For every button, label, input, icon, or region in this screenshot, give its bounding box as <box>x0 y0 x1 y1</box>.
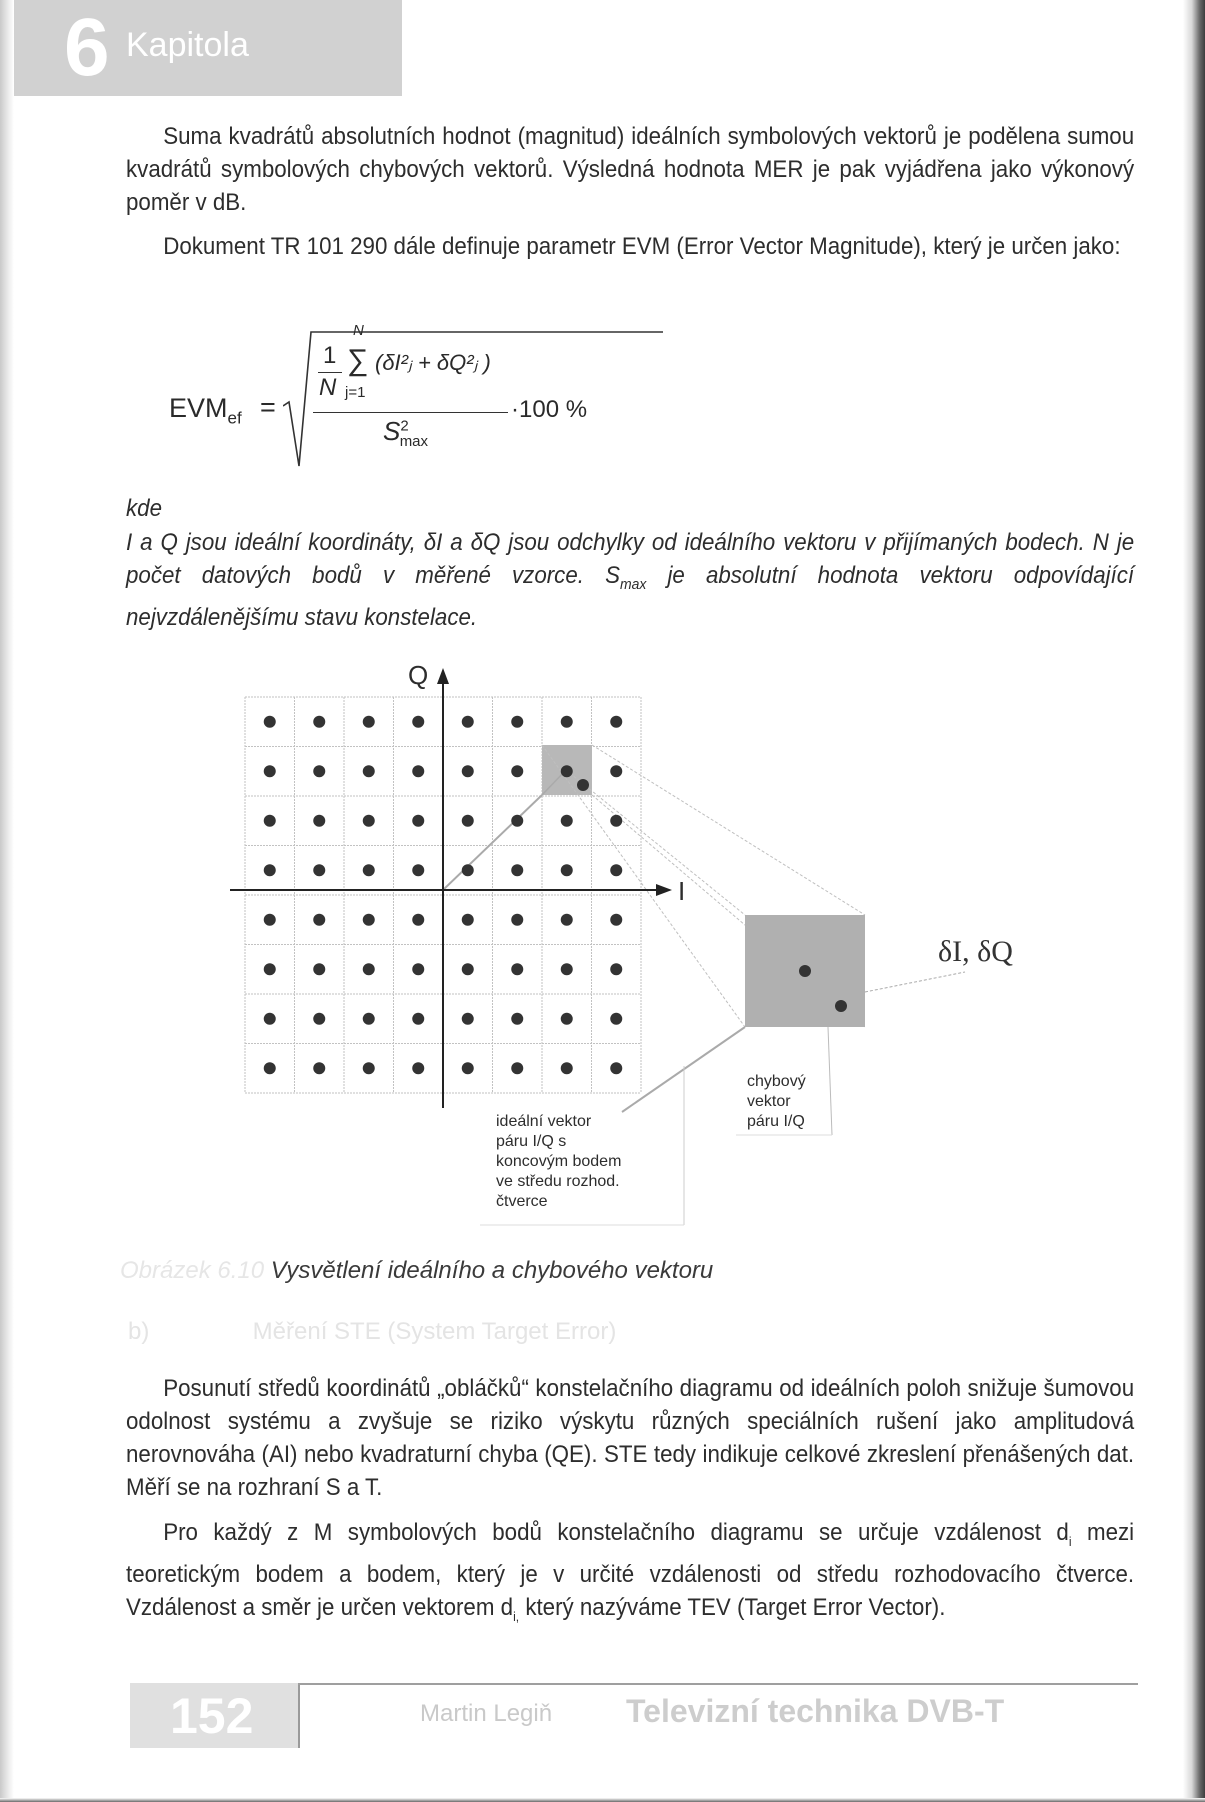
ideal-point-enlarged <box>799 965 811 977</box>
formula-equals: = <box>260 392 276 422</box>
kde-label: kde <box>126 495 162 522</box>
formula-main-fraction-bar <box>313 412 508 413</box>
constellation-points <box>264 716 623 1075</box>
figure-caption <box>120 1257 713 1285</box>
footer-rule <box>298 1683 1138 1685</box>
page-edge-left <box>0 0 14 1802</box>
chapter-number: 6 <box>64 2 110 93</box>
footer-author: Martin Legiň <box>420 1700 553 1727</box>
page-number: 152 <box>170 1688 254 1744</box>
callout-ideal-vector: ideální vektor páru I/Q s koncovým bodem ve středu rozhod. čtverce <box>496 1113 622 1210</box>
formula-lhs: $EVM_{ef}$ <box>169 393 242 428</box>
q-axis-label: Q <box>408 660 429 690</box>
section-title: Měření STE (System Target Error) <box>252 1318 617 1345</box>
callout-error-vector: chybový vektor páru I/Q <box>747 1073 806 1130</box>
error-point-enlarged <box>835 1000 847 1012</box>
footer-book-title: Televizní technika DVB-T <box>626 1693 1005 1729</box>
sigma-lower-limit: j=1 <box>345 384 366 401</box>
paragraph-ste: Posunutí středů koordinátů „obláčků“ konstelačního diagramu od ideálních poloh snižuje šumovou odolnost systému a zvyšuje se riziko výskytu různých speciálních rušení jako amplitudová nerovnováha (AI) nebo kvadraturní chyba (QE). STE tedy indikuje celkové zkreslení přenášených dat. Měří se na rozhraní S a T. <box>126 1375 1135 1501</box>
formula-small-fraction-bar <box>318 372 342 373</box>
formula-multiplier: ·100 % <box>511 396 588 423</box>
figure-number: Obrázek 6.10 <box>120 1257 265 1284</box>
chapter-banner <box>14 0 402 96</box>
footer-page-box <box>130 1683 300 1748</box>
formula-denominator: $S^2_{max}$ <box>383 416 429 451</box>
formula-numerator-one: 1 <box>323 342 337 369</box>
i-axis-label: I <box>678 876 686 906</box>
constellation-grid <box>245 697 641 1093</box>
paragraph-definitions: I a Q jsou ideální koordináty, δI a δQ jsou odchylky od ideálního vektoru v přijímaných bodech. N je počet datových bodů v měřené vzorce. $S_{max}$ je absolutní hodnota vektoru odpovídající nejvzdálenějšímu stavu konstelace. <box>126 529 1135 631</box>
delta-iq-label: δI, δQ <box>938 935 1013 968</box>
chapter-label: Kapitola <box>126 26 249 64</box>
paragraph-tev: Pro každý z M symbolových bodů konstelačního diagramu se určuje vzdálenost $d_i$ mezi teoretickým bodem a bodem, který je v určité vzdálenosti od středu rozhodovacího čtverce. Vzdálenost a směr je určen vektorem $d_{i,}$ který nazýváme TEV (Target Error Vector). <box>126 1519 1135 1624</box>
section-number: b) <box>128 1318 150 1345</box>
sigma-icon: ∑ <box>347 344 369 377</box>
formula-numerator-n: N <box>319 374 337 401</box>
highlighted-decision-square <box>542 745 592 795</box>
evm-formula <box>165 320 605 470</box>
q-axis-arrow-icon <box>437 668 449 684</box>
page-edge-right <box>1183 0 1205 1802</box>
paragraph-mer: Suma kvadrátů absolutních hodnot (magnitud) ideálních symbolových vektorů je podělena sumou kvadrátů symbolových chybových vektorů. Výsledná hodnota MER je pak vyjádřena jako výkonový poměr v dB. <box>126 123 1135 216</box>
section-heading <box>128 1318 616 1346</box>
formula-sum-body: (δI²ⱼ + δQ²ⱼ ) <box>375 350 491 375</box>
sqrt-sign-icon <box>283 328 663 468</box>
error-point-small <box>577 779 589 791</box>
figure-caption-text: Vysvětlení ideálního a chybového vektoru <box>270 1257 714 1284</box>
sigma-upper-limit: N <box>353 322 364 339</box>
enlarged-decision-square <box>745 915 865 1027</box>
page-edge-bottom <box>0 1798 1205 1802</box>
i-axis-arrow-icon <box>656 884 672 896</box>
paragraph-evm-intro: Dokument TR 101 290 dále definuje parametr EVM (Error Vector Magnitude), který je určen jako: <box>163 233 1121 260</box>
